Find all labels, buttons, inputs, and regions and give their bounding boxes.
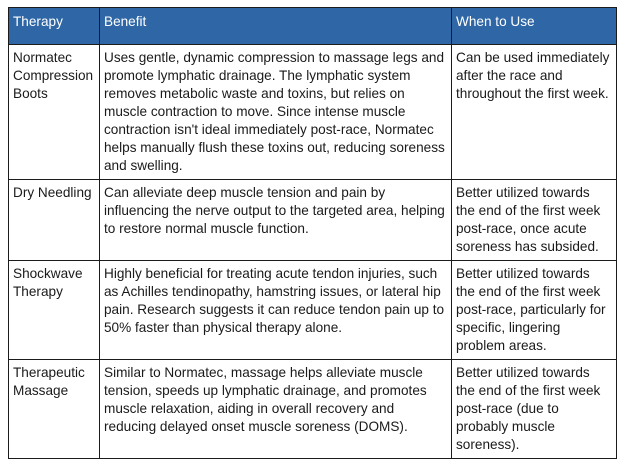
table-row	[9, 360, 617, 459]
cell-benefit: Highly beneficial for treating acute tendon injuries, such as Achilles tendinopathy, hamstring issues, or lateral hip pain. Research suggests it can reduce tendon pain up to 50% faster than physical therapy alone.	[100, 261, 452, 360]
table-row	[9, 180, 617, 261]
header-when-to-use: When to Use	[452, 8, 617, 45]
cell-benefit: Uses gentle, dynamic compression to massage legs and promote lymphatic drainage. The lymphatic system removes metabolic waste and toxins, but relies on muscle contraction to move. Since intense muscle contraction isn't ideal immediately post-race, Normatec helps manually flush these toxins out, reducing soreness and swelling.	[100, 45, 452, 180]
cell-therapy: Shockwave Therapy	[9, 261, 100, 360]
cell-therapy: Dry Needling	[9, 180, 100, 261]
cell-when-to-use: Better utilized towards the end of the first week post-race, once acute soreness has subsided.	[452, 180, 617, 261]
cell-when-to-use: Better utilized towards the end of the first week post-race, particularly for specific, lingering problem areas.	[452, 261, 617, 360]
cell-therapy: Therapeutic Massage	[9, 360, 100, 459]
cell-therapy: Normatec Compression Boots	[9, 45, 100, 180]
cell-benefit: Can alleviate deep muscle tension and pain by influencing the nerve output to the targeted area, helping to restore normal muscle function.	[100, 180, 452, 261]
header-therapy: Therapy	[9, 8, 100, 45]
header-row	[9, 8, 617, 45]
header-benefit: Benefit	[100, 8, 452, 45]
cell-when-to-use: Can be used immediately after the race and throughout the first week.	[452, 45, 617, 180]
table-header	[9, 8, 617, 45]
therapy-table	[8, 7, 617, 459]
table-body	[9, 45, 617, 459]
table-row	[9, 261, 617, 360]
cell-benefit: Similar to Normatec, massage helps alleviate muscle tension, speeds up lymphatic drainage, and promotes muscle relaxation, aiding in overall recovery and reducing delayed onset muscle soreness (DOMS).	[100, 360, 452, 459]
cell-when-to-use: Better utilized towards the end of the first week post-race (due to probably muscle soreness).	[452, 360, 617, 459]
table-row	[9, 45, 617, 180]
